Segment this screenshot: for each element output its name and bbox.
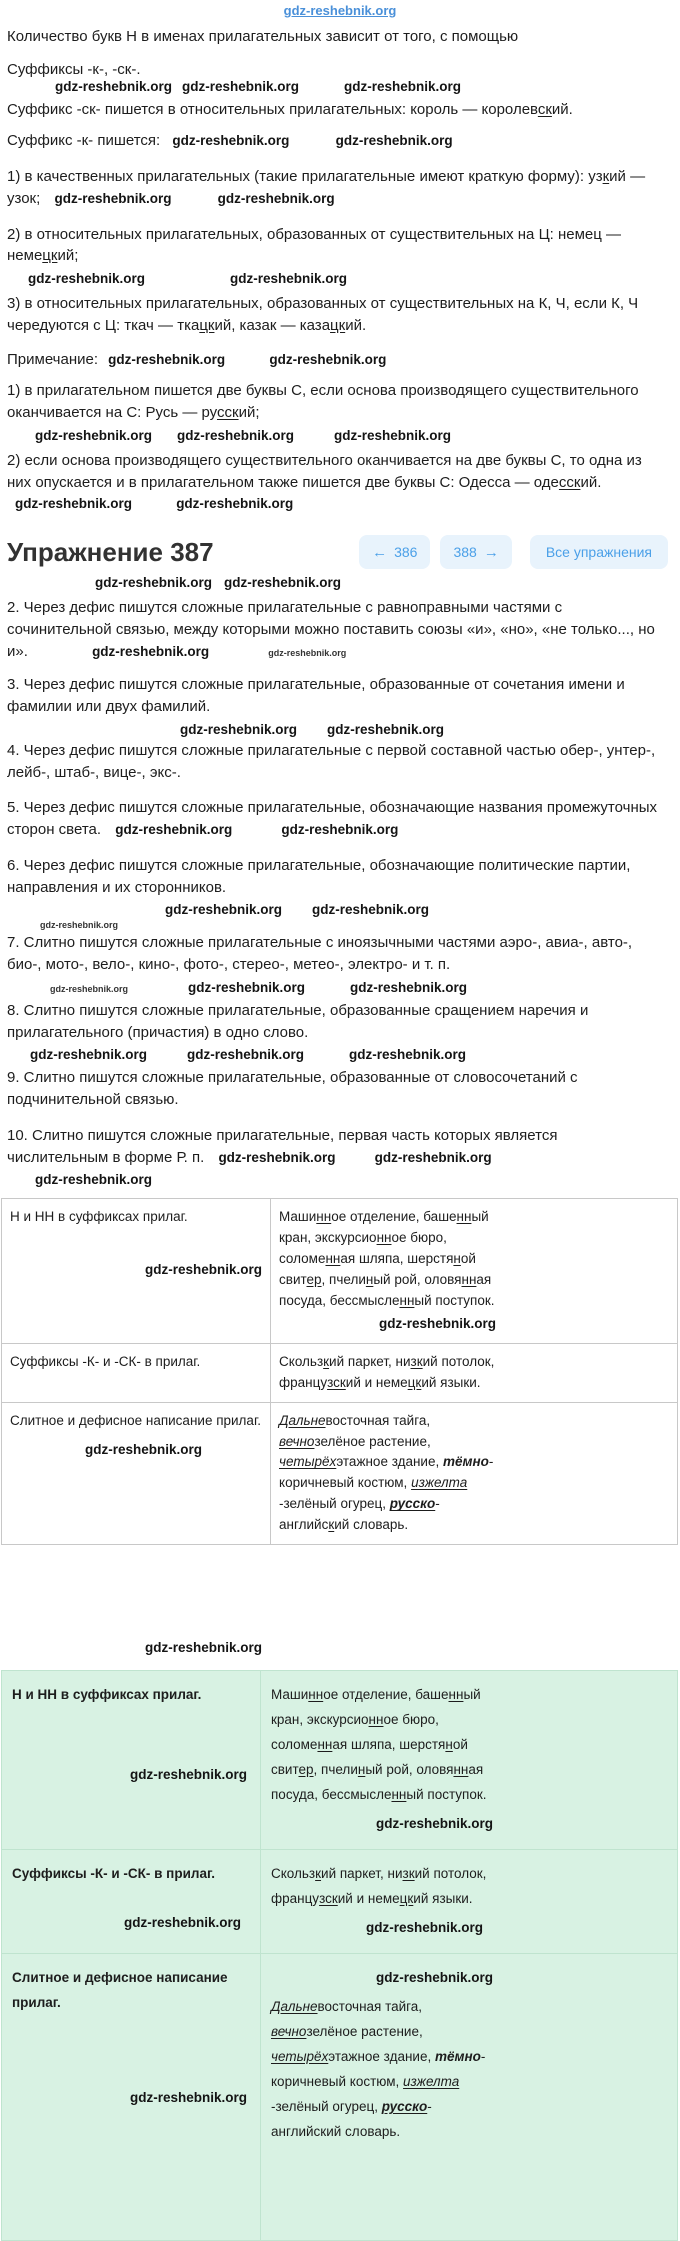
- all-exercises-label: Все упражнения: [545, 544, 652, 560]
- watermark-row: [0, 902, 680, 920]
- row-content: Машинное отделение, башенный кран, экскурсионное бюро, соломенная шляпа, шерстяной свитер, пчелиный рой, оловянная посуда, бессмысленный поступок.: [271, 1687, 487, 1803]
- watermark: gdz-reshebnik.org: [224, 575, 342, 590]
- next-exercise-button[interactable]: [440, 535, 511, 569]
- row-label: Н и НН в суффиксах прилаг.: [12, 1687, 202, 1703]
- watermark: gdz-reshebnik.org: [165, 902, 283, 918]
- rule-item-10-text: 10. Слитно пишутся сложные прилагательные, первая часть которых является числительным в форме Р. п.: [7, 1126, 558, 1166]
- watermark: gdz-reshebnik.org: [379, 1315, 497, 1331]
- watermark: gdz-reshebnik.org: [30, 1047, 148, 1063]
- row-content: Дальневосточная тайга, вечнозелёное растение, четырёхэтажное здание, тёмно-коричневый костюм, изжелта -зелёный огурец, русско-английский словарь.: [271, 1998, 486, 2139]
- all-exercises-button[interactable]: [530, 535, 668, 569]
- watermark: gdz-reshebnik.org: [366, 1919, 484, 1935]
- row-content: Скользкий паркет, низкий потолок, французский и немецкий языки.: [271, 1865, 487, 1906]
- rule-item-7: 7. Слитно пишутся сложные прилагательные с иноязычными частями аэро-, авиа-, авто-, био-, мото-, вело-, кино-, фото-, стерео-, метео-, электро- и т. п.: [7, 934, 633, 973]
- watermark: gdz-reshebnik.org: [145, 1640, 263, 1656]
- arrow-left-icon: ←: [372, 543, 388, 561]
- table-row: [2, 1199, 678, 1344]
- theory-sk-rule: Суффикс -ск- пишется в относительных прилагательных: король — королевский.: [7, 100, 573, 118]
- theory-note-heading: Примечание:: [7, 350, 98, 368]
- watermark: gdz-reshebnik.org: [182, 78, 300, 94]
- watermark-row: [0, 980, 680, 998]
- watermark: gdz-reshebnik.org: [55, 78, 173, 94]
- summary-table-green: [1, 1670, 678, 2241]
- table-row: [2, 1402, 678, 1545]
- table-cell-content: [271, 1402, 678, 1545]
- row-content: Скользкий паркет, низкий потолок, французский и немецкий языки.: [279, 1353, 495, 1390]
- prev-exercise-number: 386: [394, 544, 418, 560]
- rule-item-10: [7, 1125, 659, 1169]
- rule-item-2-text: 2. Через дефис пишутся сложные прилагательные с равноправными частями с сочинительной связью, между которыми можно поставить союзы «и», «но», «не только..., но и».: [7, 599, 655, 660]
- watermark: gdz-reshebnik.org: [374, 1149, 492, 1165]
- table-cell-label: [2, 1953, 261, 2240]
- watermark: gdz-reshebnik.org: [269, 351, 387, 367]
- table-cell-label: [2, 1849, 261, 1953]
- watermark: gdz-reshebnik.org: [35, 1172, 153, 1188]
- watermark: gdz-reshebnik.org: [334, 427, 452, 443]
- theory-note2-text: 2) если основа производящего существительного оканчивается на две буквы С, то одна из них опускается и в прилагательном также пишется две буквы С: Одесса — одесский.: [7, 451, 642, 491]
- theory-note1: 1) в прилагательном пишется две буквы С, если основа производящего существительного оканчивается на С: Русь — русский;: [7, 382, 639, 421]
- watermark: gdz-reshebnik.org: [35, 427, 153, 443]
- watermark: gdz-reshebnik.org: [312, 902, 430, 918]
- rule-item-5: [7, 797, 659, 841]
- watermark: gdz-reshebnik.org: [130, 2089, 248, 2105]
- arrow-right-icon: →: [483, 543, 499, 561]
- watermark-row: [0, 79, 680, 97]
- watermark: gdz-reshebnik.org: [327, 721, 445, 737]
- watermark: gdz-reshebnik.org: [188, 979, 306, 995]
- watermark: gdz-reshebnik.org: [176, 496, 294, 512]
- rule-item-9: 9. Слитно пишутся сложные прилагательные, образованные от словосочетаний с подчинительной связью.: [7, 1069, 578, 1108]
- prev-exercise-button[interactable]: [359, 535, 430, 569]
- theory-k3: 3) в относительных прилагательных, образованных от существительных на К, Ч, если К, Ч чередуются с Ц: ткач — ткацкий, казак — казацкий.: [7, 295, 639, 334]
- exercise-nav: [359, 535, 668, 569]
- watermark: gdz-reshebnik.org: [15, 496, 133, 512]
- row-label: Суффиксы -К- и -СК- в прилаг.: [12, 1865, 215, 1881]
- watermark-row: [0, 920, 680, 932]
- watermark: gdz-reshebnik.org: [50, 983, 129, 994]
- watermark-row: [0, 428, 680, 446]
- watermark: gdz-reshebnik.org: [268, 647, 347, 658]
- watermark: gdz-reshebnik.org: [344, 78, 462, 94]
- rule-item-6: 6. Через дефис пишутся сложные прилагательные, обозначающие политические партии, направления и их сторонников.: [7, 856, 631, 896]
- watermark: gdz-reshebnik.org: [108, 351, 226, 367]
- rule-item-3: 3. Через дефис пишутся сложные прилагательные, образованные от сочетания имени и фамилии или двух фамилий.: [7, 676, 625, 715]
- watermark: gdz-reshebnik.org: [145, 1262, 263, 1278]
- table-cell-label: [2, 1343, 271, 1402]
- summary-table-plain: [1, 1198, 678, 1545]
- watermark-row: [0, 271, 680, 289]
- table-row: [2, 1953, 678, 2240]
- watermark: gdz-reshebnik.org: [281, 822, 399, 837]
- table-cell-content: [271, 1343, 678, 1402]
- watermark: gdz-reshebnik.org: [92, 643, 210, 659]
- table-cell-content: [261, 1953, 678, 2240]
- rule-item-8: 8. Слитно пишутся сложные прилагательные, образованные сращением наречия и прилагательного (причастия) в одно слово.: [7, 1001, 589, 1041]
- table-row: [2, 1849, 678, 1953]
- watermark-row: [0, 1047, 680, 1065]
- watermark: gdz-reshebnik.org: [187, 1047, 305, 1063]
- row-label: Слитное и дефисное написание прилаг.: [12, 1969, 228, 2010]
- site-watermark-link[interactable]: gdz-reshebnik.org: [283, 3, 397, 18]
- theory-k2: 2) в относительных прилагательных, образованных от существительных на Ц: немец — немецкий;: [7, 225, 622, 265]
- watermark: gdz-reshebnik.org: [115, 822, 233, 837]
- table-row: [2, 1343, 678, 1402]
- watermark: gdz-reshebnik.org: [230, 271, 348, 286]
- watermark: gdz-reshebnik.org: [124, 1914, 242, 1930]
- theory-intro: Количество букв Н в именах прилагательных зависит от того, с помощью: [7, 28, 519, 45]
- theory-k-heading-row: [7, 130, 659, 152]
- watermark-row: [0, 575, 680, 593]
- theory-k1: [7, 166, 659, 210]
- watermark: gdz-reshebnik.org: [172, 133, 290, 149]
- watermark: gdz-reshebnik.org: [217, 190, 335, 206]
- watermark: gdz-reshebnik.org: [54, 190, 172, 206]
- watermark: gdz-reshebnik.org: [350, 979, 468, 995]
- watermark: gdz-reshebnik.org: [335, 133, 453, 149]
- watermark: gdz-reshebnik.org: [376, 1816, 494, 1831]
- theory-note2: [7, 450, 659, 515]
- row-label: Н и НН в суффиксах прилаг.: [10, 1209, 188, 1225]
- watermark: gdz-reshebnik.org: [28, 271, 146, 286]
- row-label: Слитное и дефисное написание прилаг.: [10, 1412, 261, 1428]
- watermark: gdz-reshebnik.org: [95, 575, 213, 590]
- theory-k-heading: Суффикс -к- пишется:: [7, 132, 161, 150]
- watermark-row: [0, 1640, 680, 1658]
- watermark: gdz-reshebnik.org: [218, 1149, 336, 1165]
- row-content: Машинное отделение, башенный кран, экскурсионное бюро, соломенная шляпа, шерстяной свитер, пчелиный рой, оловянная посуда, бессмысленный поступок.: [279, 1209, 495, 1308]
- theory-k1-text: 1) в качественных прилагательных (такие прилагательные имеют краткую форму): узкий — узок;: [7, 168, 646, 207]
- exercise-header: [7, 535, 668, 569]
- table-cell-label: [2, 1402, 271, 1545]
- table-cell-content: [271, 1199, 678, 1344]
- exercise-title: Упражнение 387: [7, 536, 214, 567]
- table-cell-content: [261, 1849, 678, 1953]
- theory-note-row: [7, 349, 659, 371]
- table-cell-label: [2, 1199, 271, 1344]
- rule-item-2: [7, 597, 659, 662]
- watermark: gdz-reshebnik.org: [130, 1767, 248, 1783]
- watermark: gdz-reshebnik.org: [349, 1047, 467, 1063]
- table-row: [2, 1671, 678, 1850]
- rule-item-4: 4. Через дефис пишутся сложные прилагательные с первой составной частью обер-, унтер-, лейб-, штаб-, вице-, экс-.: [7, 741, 656, 781]
- row-content: Дальневосточная тайга, вечнозелёное растение, четырёхэтажное здание, тёмно-коричневый костюм, изжелта -зелёный огурец, русско-английский словарь.: [279, 1412, 494, 1533]
- watermark: gdz-reshebnik.org: [40, 920, 119, 931]
- watermark: gdz-reshebnik.org: [85, 1441, 203, 1457]
- table-cell-label: [2, 1671, 261, 1850]
- next-exercise-number: 388: [453, 544, 477, 560]
- watermark: gdz-reshebnik.org: [376, 1969, 494, 1985]
- table-cell-content: [261, 1671, 678, 1850]
- theory-suffix-heading: Суффиксы -к-, -ск-.: [7, 60, 141, 78]
- row-label: Суффиксы -К- и -СК- в прилаг.: [10, 1353, 201, 1369]
- rule-item-5-text: 5. Через дефис пишутся сложные прилагательные, обозначающие названия промежуточных сторон света.: [7, 799, 658, 838]
- watermark-row: [0, 1172, 680, 1190]
- watermark-row: [0, 722, 680, 740]
- watermark: gdz-reshebnik.org: [177, 427, 295, 443]
- watermark: gdz-reshebnik.org: [180, 721, 298, 737]
